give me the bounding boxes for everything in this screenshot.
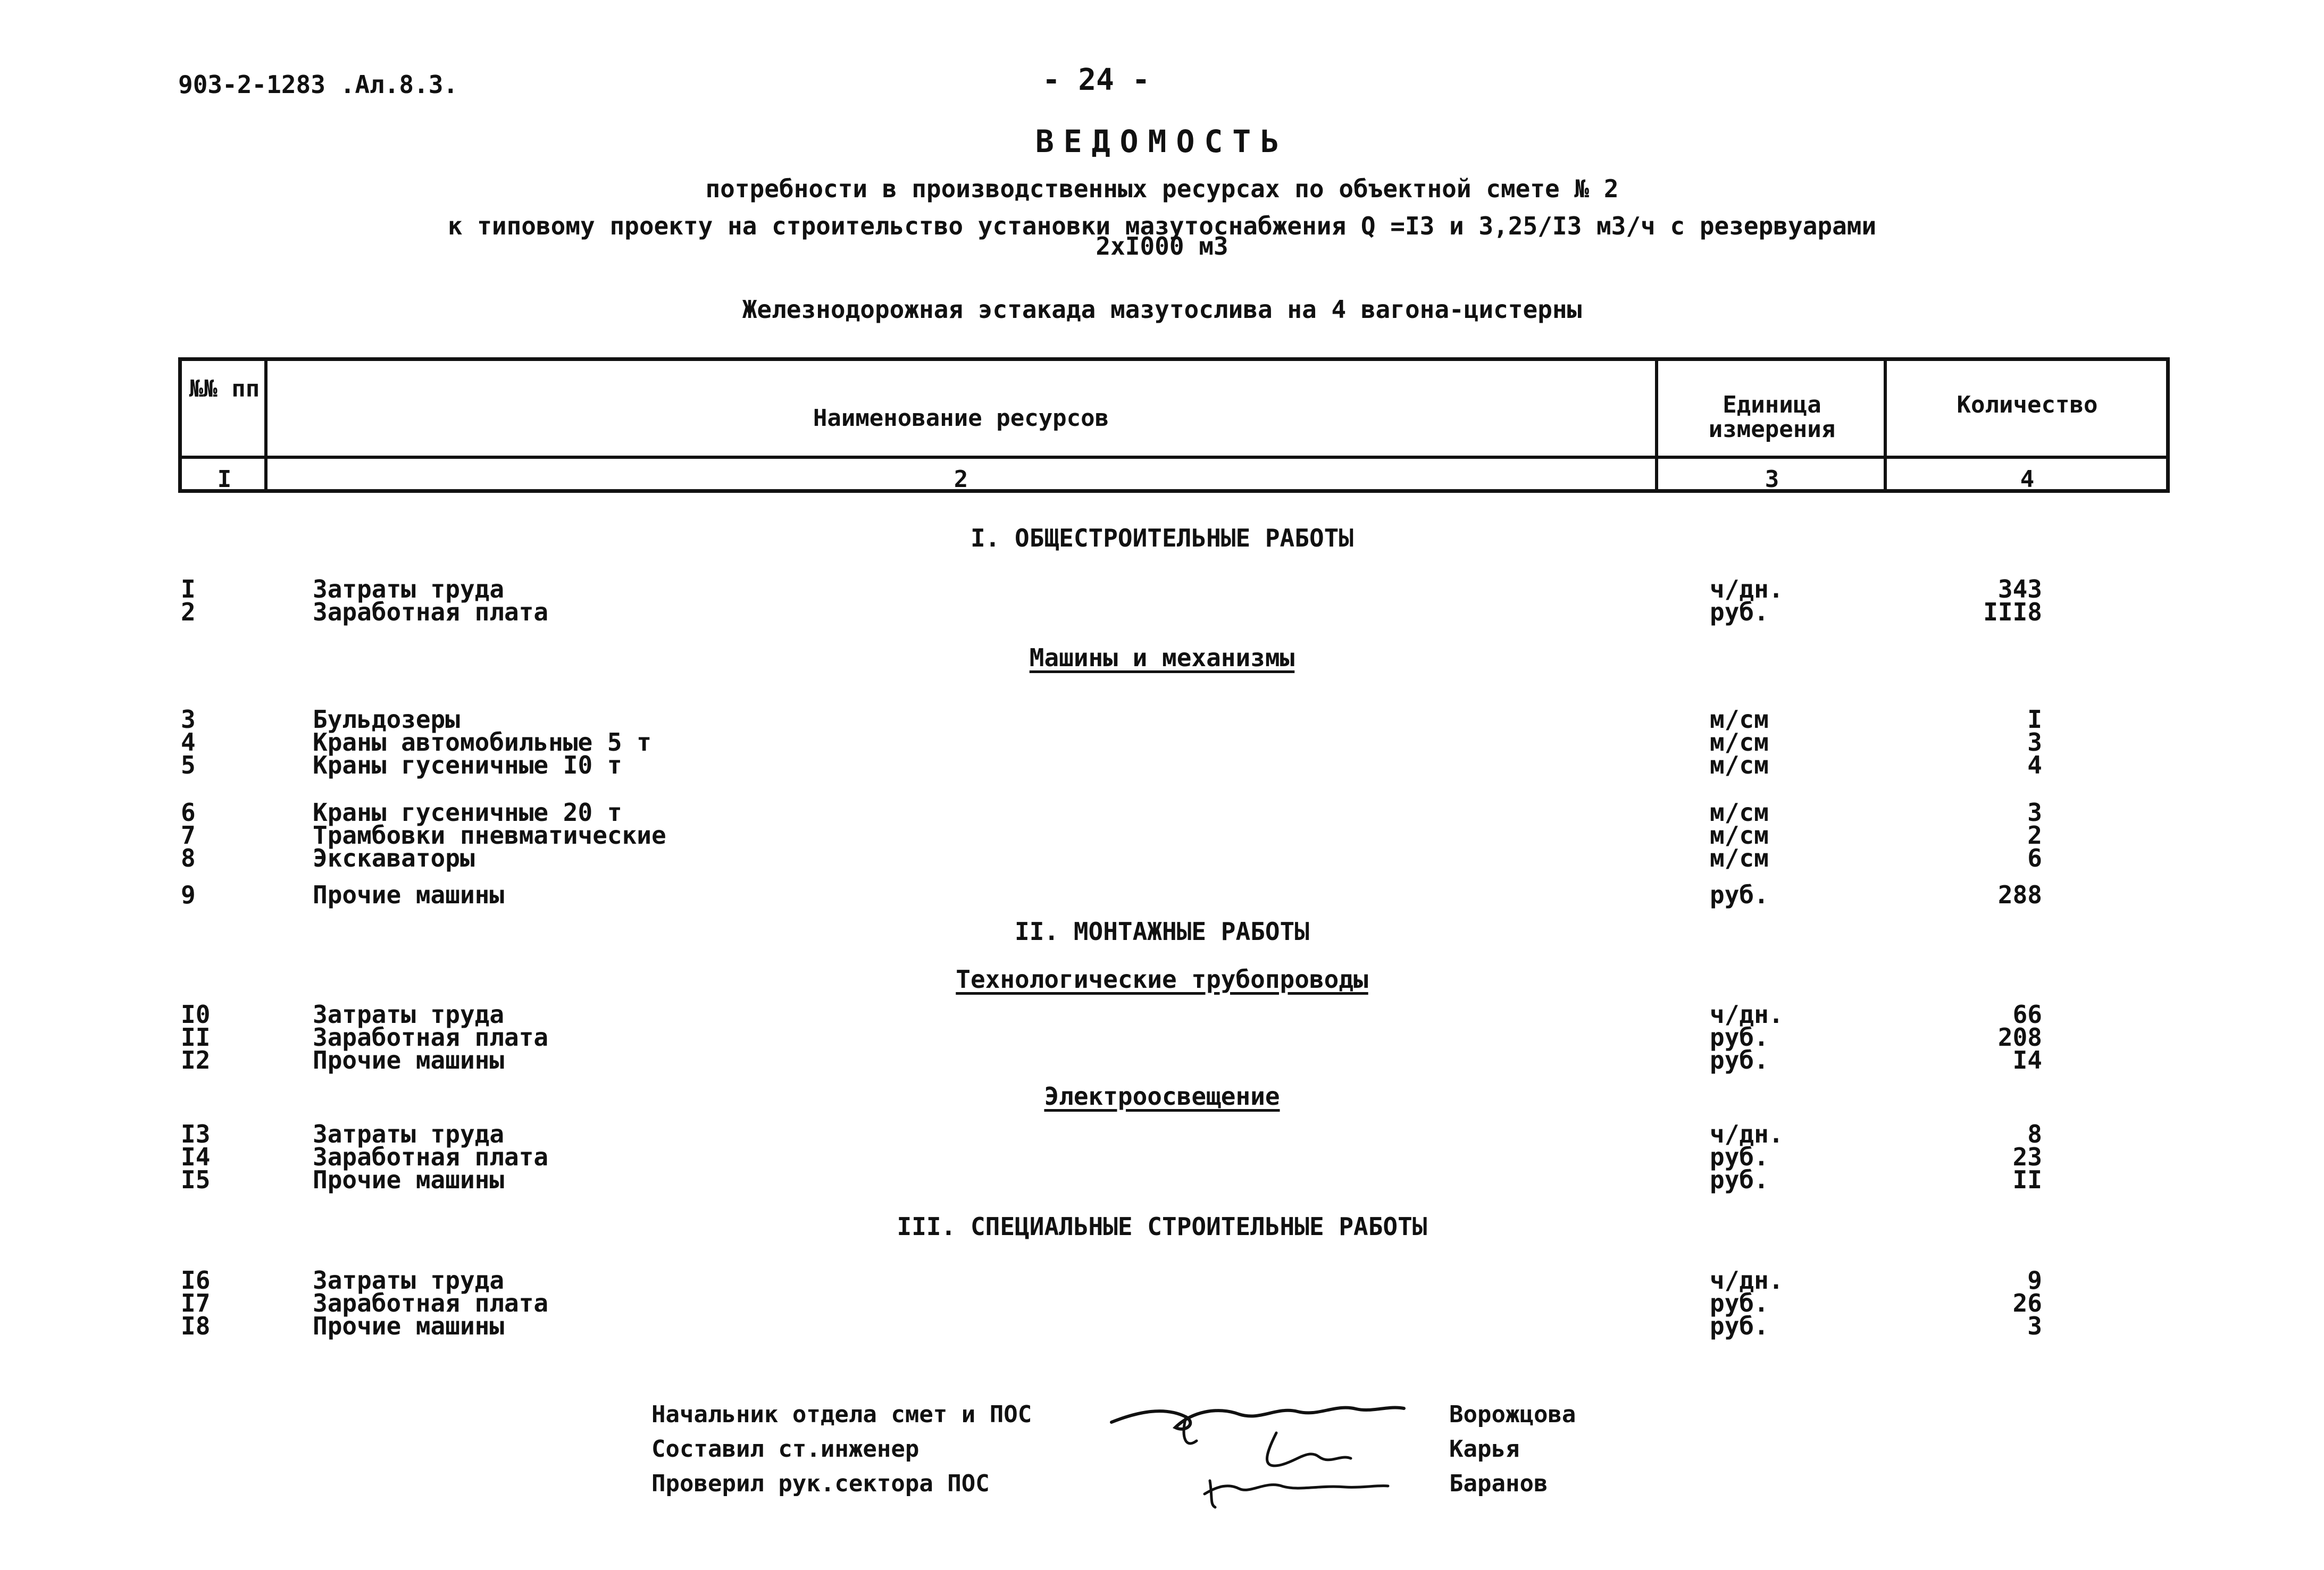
- row-quantity: III8: [1983, 598, 2042, 626]
- subsection-heading-pipelines: Технологические трубопроводы: [956, 965, 1368, 994]
- table-row: [0, 880, 2324, 909]
- row-unit: ч/дн.: [1710, 1000, 1784, 1029]
- document-code: 903-2-1283 .Ал.8.3.: [178, 70, 458, 99]
- row-unit: руб.: [1710, 880, 1769, 909]
- row-name: Заработная плата: [313, 1289, 549, 1317]
- table-row: [0, 753, 2324, 777]
- row-name: Прочие машины: [313, 1165, 505, 1194]
- subsection-heading-machines: Машины и механизмы: [1029, 643, 1295, 672]
- row-unit: ч/дн.: [1710, 575, 1784, 603]
- signature-role-compiler: Составил ст.инженер: [651, 1435, 919, 1463]
- header-num-3: 3: [1765, 466, 1779, 493]
- row-number: 2: [181, 598, 196, 626]
- table-row: [0, 600, 2324, 624]
- row-unit: м/см: [1710, 728, 1769, 757]
- header-col-quantity: Количество: [1957, 391, 2098, 418]
- row-number: I0: [181, 1000, 211, 1029]
- column-divider: [1655, 361, 1658, 489]
- row-name: Затраты труда: [313, 1000, 505, 1029]
- row-quantity: 8: [2027, 1120, 2042, 1148]
- table-row: [0, 1048, 2324, 1072]
- row-quantity: 23: [2012, 1143, 2042, 1171]
- row-number: I6: [181, 1266, 211, 1295]
- row-number: I2: [181, 1046, 211, 1074]
- row-quantity: 66: [2012, 1000, 2042, 1029]
- signature-name-head: Ворожцова: [1449, 1401, 1576, 1428]
- row-unit: руб.: [1710, 1143, 1769, 1171]
- header-col-unit: Единица измерения: [1708, 391, 1836, 443]
- row-quantity: 3: [2027, 1312, 2042, 1340]
- header-num-4: 4: [2020, 466, 2035, 493]
- row-unit: руб.: [1710, 1165, 1769, 1194]
- row-name: Бульдозеры: [313, 705, 460, 734]
- signature-role-head: Начальник отдела смет и ПОС: [651, 1401, 1032, 1428]
- table-row: [0, 1165, 2324, 1194]
- row-name: Краны гусеничные 20 т: [313, 798, 622, 827]
- subsection-heading-lighting: Электроосвещение: [1044, 1082, 1280, 1111]
- table-row: [0, 1314, 2324, 1338]
- row-quantity: 9: [2027, 1266, 2042, 1295]
- row-quantity: I4: [2012, 1046, 2042, 1074]
- table-row: [0, 846, 2324, 870]
- column-divider: [1884, 361, 1887, 489]
- row-quantity: I: [2027, 705, 2042, 734]
- page-number: - 24 -: [1042, 63, 1150, 97]
- signature-name-checker: Баранов: [1449, 1470, 1548, 1497]
- subtitle-line-3: 2хI000 м3: [1096, 232, 1228, 261]
- row-number: 7: [181, 821, 196, 850]
- row-unit: м/см: [1710, 821, 1769, 850]
- section-heading-3: III. СПЕЦИАЛЬНЫЕ СТРОИТЕЛЬНЫЕ РАБОТЫ: [897, 1212, 1427, 1241]
- row-name: Краны автомобильные 5 т: [313, 728, 651, 757]
- row-name: Заработная плата: [313, 598, 549, 626]
- row-unit: ч/дн.: [1710, 1266, 1784, 1295]
- row-name: Прочие машины: [313, 1312, 505, 1340]
- row-quantity: 3: [2027, 728, 2042, 757]
- row-number: 3: [181, 705, 196, 734]
- section-heading-1: I. ОБЩЕСТРОИТЕЛЬНЫЕ РАБОТЫ: [970, 524, 1354, 552]
- row-unit: м/см: [1710, 844, 1769, 872]
- row-name: Затраты труда: [313, 1120, 505, 1148]
- subtitle-line-1: потребности в производственных ресурсах по объектной смете № 2: [705, 174, 1619, 203]
- row-number: I3: [181, 1120, 211, 1148]
- section-heading-2: II. МОНТАЖНЫЕ РАБОТЫ: [1015, 917, 1309, 946]
- row-number: I: [181, 575, 196, 603]
- row-number: 6: [181, 798, 196, 827]
- signature-role-checker: Проверил рук.сектора ПОС: [651, 1470, 990, 1497]
- row-quantity: 26: [2012, 1289, 2042, 1317]
- header-divider: [182, 456, 2166, 459]
- header-num-2: 2: [954, 466, 968, 493]
- row-quantity: 2: [2027, 821, 2042, 850]
- row-unit: руб.: [1710, 1046, 1769, 1074]
- handwritten-signatures: [1106, 1390, 1436, 1513]
- row-name: Прочие машины: [313, 880, 505, 909]
- row-number: 8: [181, 844, 196, 872]
- row-quantity: 6: [2027, 844, 2042, 872]
- row-number: II: [181, 1023, 211, 1052]
- row-quantity: 343: [1997, 575, 2042, 603]
- row-quantity: 4: [2027, 751, 2042, 779]
- row-number: I7: [181, 1289, 211, 1317]
- row-name: Краны гусеничные I0 т: [313, 751, 622, 779]
- row-quantity: 208: [1997, 1023, 2042, 1052]
- subtitle-line-2: к типовому проекту на строительство установки мазутоснабжения Q =I3 и 3,25/I3 м3/ч с резервуарами: [447, 212, 1877, 240]
- row-name: Затраты труда: [313, 1266, 505, 1295]
- row-number: I8: [181, 1312, 211, 1340]
- row-number: I4: [181, 1143, 211, 1171]
- header-num-1: I: [217, 466, 232, 493]
- row-name: Прочие машины: [313, 1046, 505, 1074]
- row-unit: руб.: [1710, 1023, 1769, 1052]
- header-col-name: Наименование ресурсов: [813, 405, 1109, 432]
- row-unit: руб.: [1710, 1289, 1769, 1317]
- header-col-number: №№ пп: [189, 375, 260, 402]
- row-unit: ч/дн.: [1710, 1120, 1784, 1148]
- row-name: Экскаваторы: [313, 844, 475, 872]
- row-number: I5: [181, 1165, 211, 1194]
- signature-name-compiler: Карья: [1449, 1435, 1520, 1463]
- row-quantity: 3: [2027, 798, 2042, 827]
- row-number: 9: [181, 880, 196, 909]
- row-unit: м/см: [1710, 798, 1769, 827]
- row-quantity: 288: [1997, 880, 2042, 909]
- row-name: Затраты труда: [313, 575, 505, 603]
- row-number: 5: [181, 751, 196, 779]
- row-unit: м/см: [1710, 751, 1769, 779]
- row-name: Заработная плата: [313, 1143, 549, 1171]
- page-title: ВЕДОМОСТЬ: [1035, 123, 1289, 159]
- row-quantity: II: [2012, 1165, 2042, 1194]
- row-name: Трамбовки пневматические: [313, 821, 666, 850]
- row-unit: руб.: [1710, 1312, 1769, 1340]
- row-unit: м/см: [1710, 705, 1769, 734]
- object-title: Железнодорожная эстакада мазутослива на 4 вагона-цистерны: [742, 295, 1582, 324]
- row-name: Заработная плата: [313, 1023, 549, 1052]
- row-number: 4: [181, 728, 196, 757]
- row-unit: руб.: [1710, 598, 1769, 626]
- table-header: [178, 357, 2170, 493]
